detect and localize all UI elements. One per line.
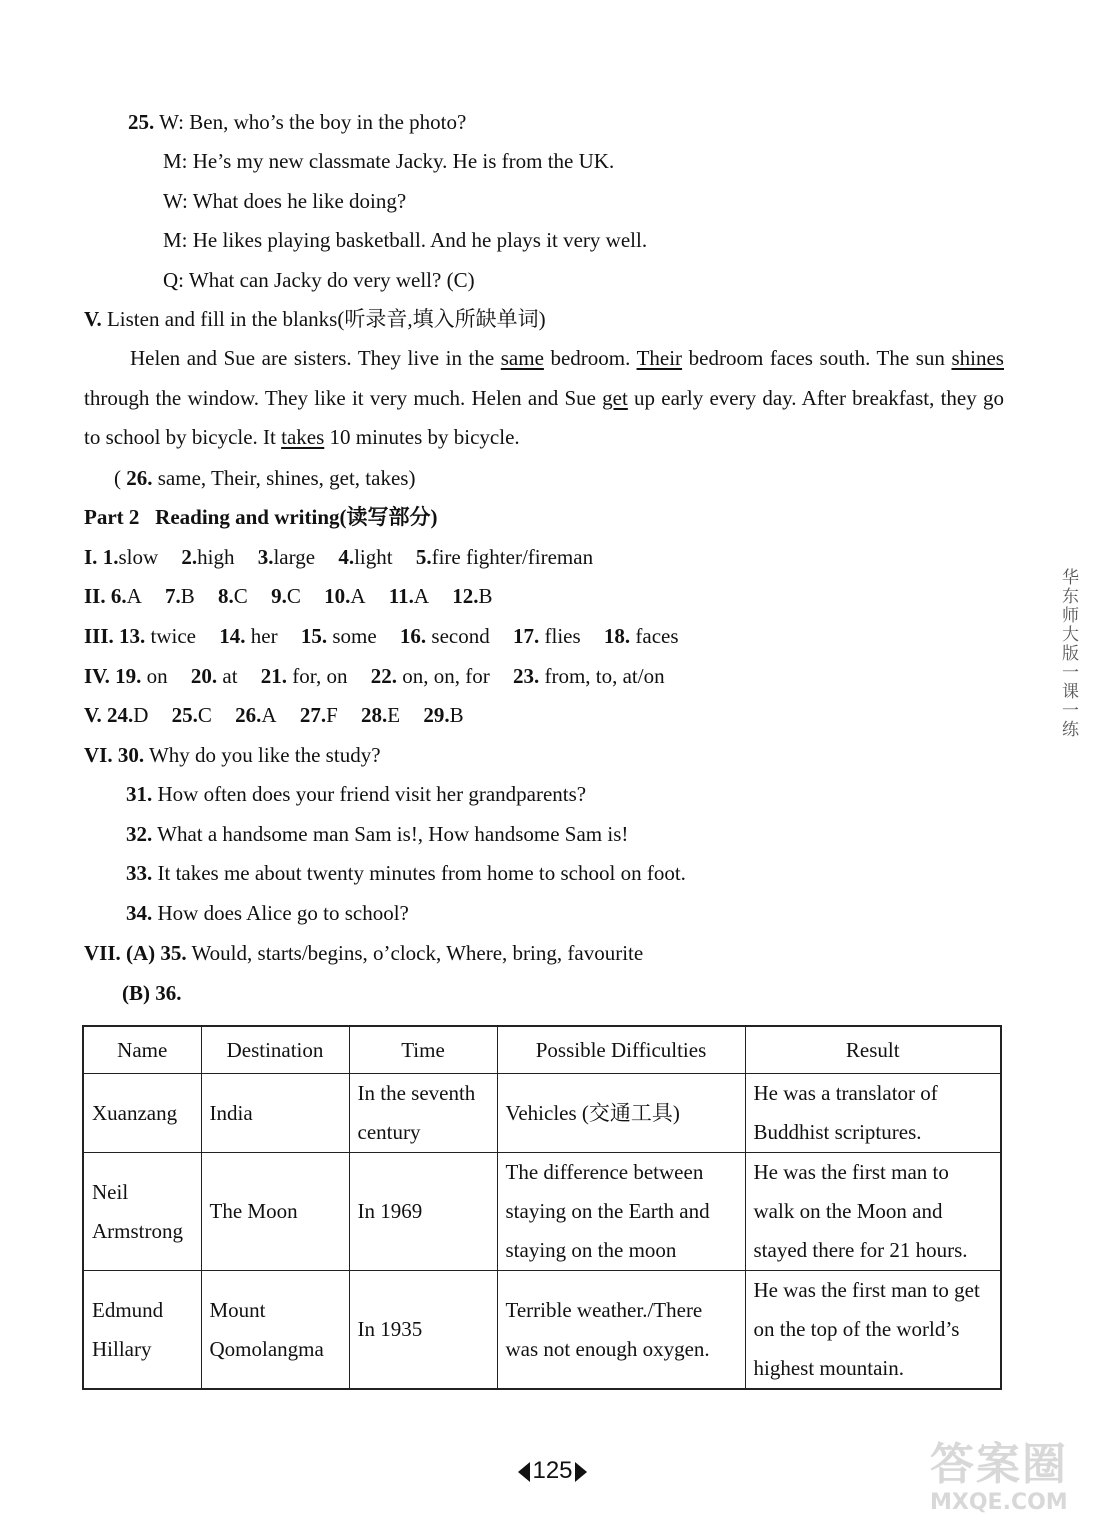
table-cell: Terrible weather./There was not enough oxygen.	[497, 1271, 745, 1390]
page-number: 125	[0, 1457, 1105, 1485]
answers-row-iv: IV. 19. on 20. at 21. for, on 22. on, on, for 23. from, to, at/on	[84, 664, 665, 688]
table-cell: In 1935	[349, 1271, 497, 1390]
answers-row-v: V. 24.D 25.C 26.A 27.F 28.E 29.B	[84, 703, 464, 727]
blank-word: Their	[636, 346, 683, 370]
table-cell: The difference between staying on the Earth and staying on the moon	[497, 1153, 745, 1271]
side-series-label: 华东师大版一课一练	[1058, 568, 1078, 739]
table-header-cell: Possible Difficulties	[497, 1026, 745, 1074]
blank-word: same	[500, 346, 544, 370]
triangle-left-icon	[518, 1462, 530, 1482]
table-cell: Neil Armstrong	[83, 1153, 201, 1271]
section-vi-item-31: 31. How often does your friend visit her grandparents?	[126, 782, 587, 806]
table-cell: Edmund Hillary	[83, 1271, 201, 1390]
listening-answer: ( 26. same, Their, shines, get, takes)	[114, 466, 416, 490]
watermark	[930, 1440, 1100, 1530]
section-v-title: V. Listen and fill in the blanks(听录音,填入所缺单词)	[84, 307, 546, 331]
table-cell: Mount Qomolangma	[201, 1271, 349, 1390]
table-header-cell: Result	[745, 1026, 1001, 1074]
q25-line4: M: He likes playing basketball. And he plays it very well.	[163, 228, 648, 252]
table-cell: He was the first man to get on the top of the world’s highest mountain.	[745, 1271, 1001, 1390]
q25-line1: 25. W: Ben, who’s the boy in the photo?	[128, 110, 467, 134]
table-cell: The Moon	[201, 1153, 349, 1271]
table-header-cell: Name	[83, 1026, 201, 1074]
table-cell: In 1969	[349, 1153, 497, 1271]
part2-heading: Part 2 Reading and writing(读写部分)	[84, 505, 438, 529]
section-vi-item-33: 33. It takes me about twenty minutes from home to school on foot.	[126, 861, 686, 885]
answers-row-i: I. 1.slow 2.high 3.large 4.light 5.fire fighter/fireman	[84, 545, 594, 569]
explorers-table	[82, 1025, 1002, 1390]
q25-line2: M: He’s my new classmate Jacky. He is from the UK.	[163, 149, 615, 173]
section-vii-a: VII. (A) 35. Would, starts/begins, o’clock, Where, bring, favourite	[84, 941, 644, 965]
table-row	[83, 1271, 1001, 1390]
table-cell: Vehicles (交通工具)	[497, 1074, 745, 1153]
table-cell: He was a translator of Buddhist scriptures.	[745, 1074, 1001, 1153]
table-row	[83, 1153, 1001, 1271]
section-vi-item-30: VI. 30. Why do you like the study?	[84, 743, 381, 767]
table-cell: Xuanzang	[83, 1074, 201, 1153]
listening-paragraph: Helen and Sue are sisters. They live in the same bedroom. Their bedroom faces south. The sun shines through the window. They like it very much. Helen and Sue get up early every day. After breakfast, they go to school by bicycle. It takes 10 minutes by bicycle.	[84, 346, 1004, 449]
table-cell: In the seventh century	[349, 1074, 497, 1153]
triangle-right-icon	[575, 1462, 587, 1482]
blank-word: takes	[281, 425, 325, 449]
answers-row-ii: II. 6.A 7.B 8.C 9.C 10.A 11.A 12.B	[84, 584, 493, 608]
section-vii-b: (B) 36.	[122, 981, 182, 1005]
watermark-logo: 答案圈	[930, 1439, 1068, 1490]
table-header-cell: Destination	[201, 1026, 349, 1074]
table-header-row	[83, 1026, 1001, 1074]
answers-row-iii: III. 13. twice 14. her 15. some 16. second 17. flies 18. faces	[84, 624, 679, 648]
blank-word: shines	[951, 346, 1004, 370]
table-cell: He was the first man to walk on the Moon and stayed there for 21 hours.	[745, 1153, 1001, 1271]
q25-line3: W: What does he like doing?	[163, 189, 407, 213]
table-header-cell: Time	[349, 1026, 497, 1074]
watermark-url: MXQE.COM	[930, 1490, 1068, 1515]
table-cell: India	[201, 1074, 349, 1153]
section-vi-item-34: 34. How does Alice go to school?	[126, 901, 409, 925]
table-row	[83, 1074, 1001, 1153]
blank-word: get	[602, 385, 628, 410]
section-vi-item-32: 32. What a handsome man Sam is!, How handsome Sam is!	[126, 822, 629, 846]
q25-line5: Q: What can Jacky do very well? (C)	[163, 268, 475, 292]
